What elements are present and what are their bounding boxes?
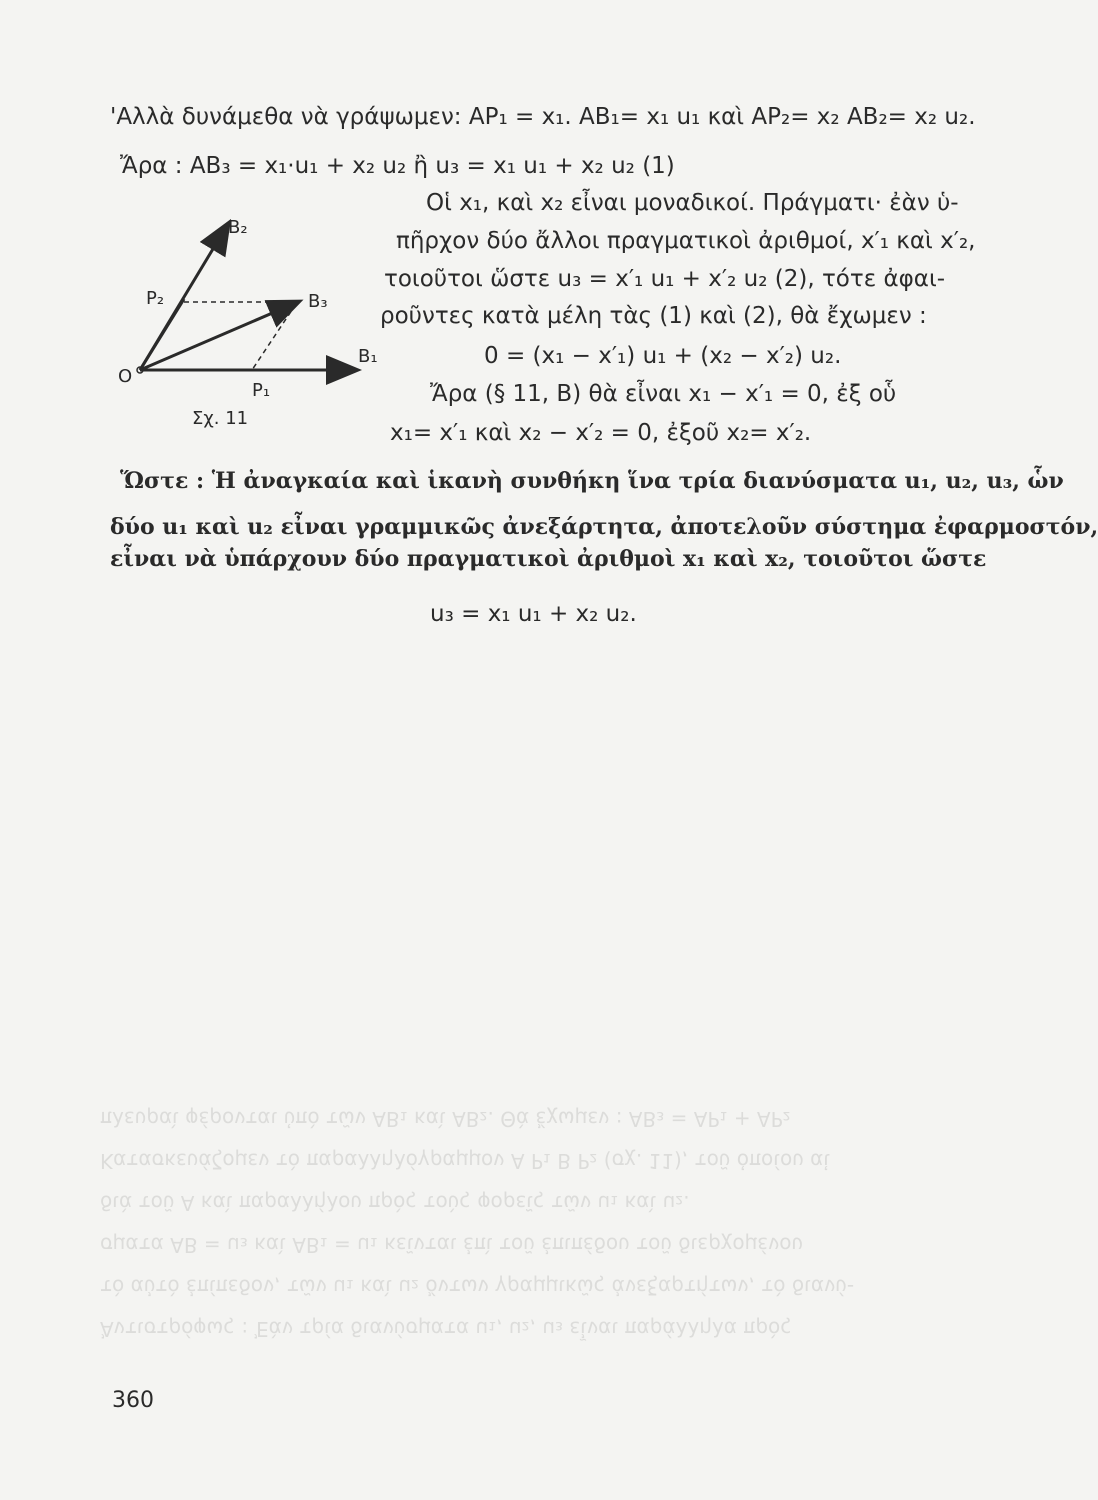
text-line-1: 'Αλλὰ δυνάμεθα νὰ γράψωμεν: AP₁ = x₁. AB₁= x₁ u₁ καὶ AP₂= x₂ AB₂= x₂ u₂. xyxy=(110,104,976,130)
text-line-2: Ἄρα : AB₃ = x₁·u₁ + x₂ u₂ ἢ u₃ = x₁ u₁ + x₂ u₂ (1) xyxy=(120,153,675,179)
text-line-5: τοιοῦτοι ὥστε u₃ = x′₁ u₁ + x′₂ u₂ (2), τότε ἀφαι- xyxy=(384,266,946,292)
bleed-line: πλευραὶ φέρονται ὑπὸ τῶν AB₁ καὶ AB₂. Θὰ ἔχωμεν : AB₃ = AP₁ + AP₂ xyxy=(100,1107,791,1131)
theorem-line-3: εἶναι νὰ ὑπάρχουν δύο πραγματικοὶ ἀριθμοὶ x₁ καὶ x₂, τοιοῦτοι ὥστε xyxy=(110,546,987,572)
bleed-line: σματα AB = u₃ καὶ AB₁ = u₁ κεῖνται ἐπὶ τοῦ ἐπιπέδου τοῦ διερχομένου xyxy=(100,1233,804,1257)
label-B1: B₁ xyxy=(358,346,378,367)
text-line-7: 0 = (x₁ − x′₁) u₁ + (x₂ − x′₂) u₂. xyxy=(484,343,842,369)
theorem-line-1: Ὥστε : Ἡ ἀναγκαία καὶ ἱκανὴ συνθήκη ἵνα τρία διανύσματα u₁, u₂, u₃, ὧν xyxy=(120,468,1064,494)
text-line-4: πῆρχον δύο ἄλλοι πραγματικοὶ ἀριθμοί, x′₁ καὶ x′₂, xyxy=(396,228,976,254)
figure-caption: Σχ. 11 xyxy=(192,408,249,429)
theorem-formula: u₃ = x₁ u₁ + x₂ u₂. xyxy=(430,601,637,627)
page-number: 360 xyxy=(112,1388,154,1413)
vector-parallelogram-figure xyxy=(100,200,380,440)
label-O: O xyxy=(118,366,133,387)
text-line-3: Οἱ x₁, καὶ x₂ εἶναι μοναδικοί. Πράγματι· ἐὰν ὑ- xyxy=(426,190,959,216)
theorem-line-2: δύο u₁ καὶ u₂ εἶναι γραμμικῶς ἀνεξάρτητα, ἀποτελοῦν σύστημα ἐφαρμοστόν, xyxy=(110,514,1098,540)
bleed-line: Κατασκευάζομεν τὸ παραλληλόγραμμον A P₁ B P₂ (σχ. 11), τοῦ ὁποίου αἱ xyxy=(100,1149,831,1173)
label-P1: P₁ xyxy=(252,380,271,401)
text-line-9: x₁= x′₁ καὶ x₂ − x′₂ = 0, ἐξοῦ x₂= x′₂. xyxy=(390,420,812,446)
text-line-6: ροῦντες κατὰ μέλη τὰς (1) καὶ (2), θὰ ἔχωμεν : xyxy=(380,303,927,329)
bleed-line: διὰ τοῦ A καὶ παραλλήλου πρὸς τοὺς φορεῖς τῶν u₁ καὶ u₂. xyxy=(100,1191,690,1215)
bleed-through-text xyxy=(100,690,960,1350)
bleed-line: Ἀντιστρόφως : Ἐὰν τρία διανύσματα u₁, u₂, u₃ εἶναι παράλληλα πρὸς xyxy=(100,1317,792,1341)
text-line-8: Ἄρα (§ 11, B) θὰ εἶναι x₁ − x′₁ = 0, ἐξ οὗ xyxy=(430,381,897,407)
bleed-line: τὸ αὐτὸ ἐπίπεδον, τῶν u₁ καὶ u₂ ὄντων γραμμικῶς ἀνεξαρτήτων, τὸ διανύ- xyxy=(100,1275,855,1299)
label-P2: P₂ xyxy=(146,288,165,309)
label-B2: B₂ xyxy=(228,217,248,238)
label-B3: B₃ xyxy=(308,291,328,312)
